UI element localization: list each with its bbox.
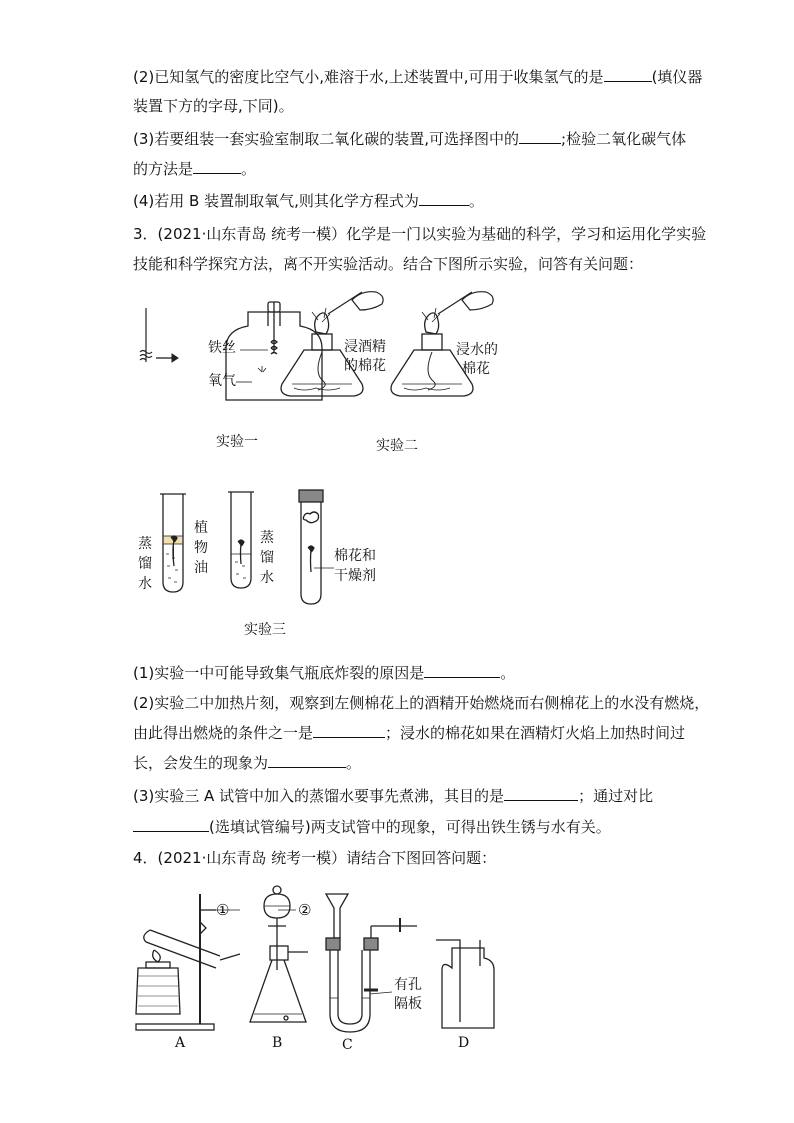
q2-part3-text-d: 。 (241, 160, 257, 178)
gas-bottle-icon (226, 302, 322, 400)
label-distilled-water-a: 蒸馏水 (138, 536, 152, 592)
q2-part2-text-b: (填仪器 (651, 68, 703, 86)
q3-part3-text: (3)实验三 A 试管中加入的蒸馏水要事先煮沸，其目的是 (133, 787, 505, 805)
q3-part2-text: (2)实验二中加热片刻，观察到左侧棉花上的酒精开始燃烧而右侧棉花上的水没有燃烧， (133, 694, 710, 712)
label-cotton-desiccant-1: 棉花和 (334, 548, 376, 564)
q4-heading-text: 4．(2021·山东青岛 统考一模）请结合下图回答问题： (133, 849, 497, 867)
q3-part2-text-d: 长，会发生的现象为 (133, 754, 269, 772)
label-oxygen: 氧气 (208, 373, 236, 389)
test-tube-a-icon (160, 494, 186, 592)
q3-part2-text-c: ；浸水的棉花如果在酒精灯火焰上加热时间过 (385, 724, 686, 742)
label-iron-wire: 铁丝 (208, 340, 236, 356)
q3-part2-line3 (133, 752, 361, 773)
q3-heading-text-2: 技能和科学探究方法，离不开实验活动。结合下图所示实验，问答有关问题： (133, 255, 644, 273)
label-circle-2: ② (298, 901, 312, 919)
q4-heading (133, 848, 496, 868)
q3-part1-line (133, 662, 515, 683)
q3-part1-text-b: 。 (500, 664, 516, 682)
label-circle-1: ① (216, 901, 230, 919)
q2-part3-text-c: 的方法是 (133, 160, 194, 178)
apparatus-c-caption: C (342, 1037, 353, 1053)
q3-part3-text-b: ；通过对比 (578, 787, 654, 805)
label-cotton-water-1: 浸水的 (456, 342, 498, 358)
arrow-icon (156, 354, 178, 362)
answer-blank[interactable] (268, 752, 346, 768)
label-perforated-1: 有孔 (394, 977, 422, 993)
q3-heading (133, 224, 706, 244)
answer-blank[interactable] (604, 66, 652, 82)
q2-part3-text: (3)若要组装一套实验室制取二氧化碳的装置,可选择图中的 (133, 130, 520, 148)
q3-heading-text: 3．(2021·山东青岛 统考一模）化学是一门以实验为基础的科学，学习和运用化学实验 (133, 225, 707, 243)
q3-part1-text: (1)实验一中可能导致集气瓶底炸裂的原因是 (133, 664, 425, 682)
test-tube-c-icon (299, 490, 323, 604)
label-cotton-alcohol-1: 浸酒精 (344, 339, 386, 355)
q2-part2-line1 (133, 66, 702, 87)
label-cotton-desiccant-2: 干燥剂 (334, 568, 376, 584)
q2-part2-line2 (133, 96, 294, 116)
apparatus-d-icon (436, 940, 494, 1028)
experiment-2-caption: 实验二 (376, 438, 418, 454)
q2-part3-text-b: ;检验二氧化碳气体 (561, 130, 687, 148)
hand-tongs-left-icon (328, 292, 383, 314)
q2-part4-text-b: 。 (468, 192, 484, 210)
answer-blank[interactable] (419, 190, 469, 206)
q3-part3-text-c: (选填试管编号)两支试管中的现象，可得出铁生锈与水有关。 (209, 818, 611, 836)
answer-blank[interactable] (504, 785, 578, 801)
answer-blank[interactable] (424, 662, 500, 678)
answer-blank[interactable] (519, 128, 561, 144)
label-cotton-water-2: 棉花 (462, 361, 490, 377)
q2-part2-text: (2)已知氢气的密度比空气小,难溶于水,上述装置中,可用于收集氢气的是 (133, 68, 604, 86)
experiment-1-caption: 实验一 (216, 434, 258, 450)
label-plant-oil: 植物油 (194, 520, 208, 576)
q3-part3-line1 (133, 785, 653, 806)
label-perforated-2: 隔板 (394, 996, 422, 1012)
q2-part2-text-c: 装置下方的字母,下同)。 (133, 97, 294, 115)
apparatus-a-caption: A (175, 1035, 186, 1051)
hand-tongs-right-icon (438, 292, 493, 314)
q2-part3-line1 (133, 128, 686, 149)
label-cotton-alcohol-2: 的棉花 (344, 358, 386, 374)
test-tube-b-icon (228, 492, 254, 588)
q2-part3-line2 (133, 158, 256, 179)
answer-blank[interactable] (193, 158, 241, 174)
q3-part2-text-e: 。 (346, 754, 362, 772)
answer-blank[interactable] (133, 816, 209, 832)
q3-part2-text-b: 由此得出燃烧的条件之一是 (133, 724, 314, 742)
q2-part4-text: (4)若用 B 装置制取氧气,则其化学方程式为 (133, 192, 419, 210)
experiment-3-caption: 实验三 (244, 622, 286, 638)
q3-heading-2 (133, 254, 643, 274)
apparatus-b-caption: B (272, 1035, 283, 1051)
iron-wire-coil-icon (140, 308, 152, 362)
q3-part2-line1 (133, 693, 709, 713)
apparatus-d-caption: D (458, 1035, 470, 1051)
q3-part2-line2 (133, 722, 685, 743)
q2-part4-line (133, 190, 484, 211)
label-distilled-water-b: 蒸馏水 (260, 530, 274, 586)
answer-blank[interactable] (313, 722, 385, 738)
q3-part3-line2 (133, 816, 611, 837)
experiment-3-figure (0, 486, 794, 606)
